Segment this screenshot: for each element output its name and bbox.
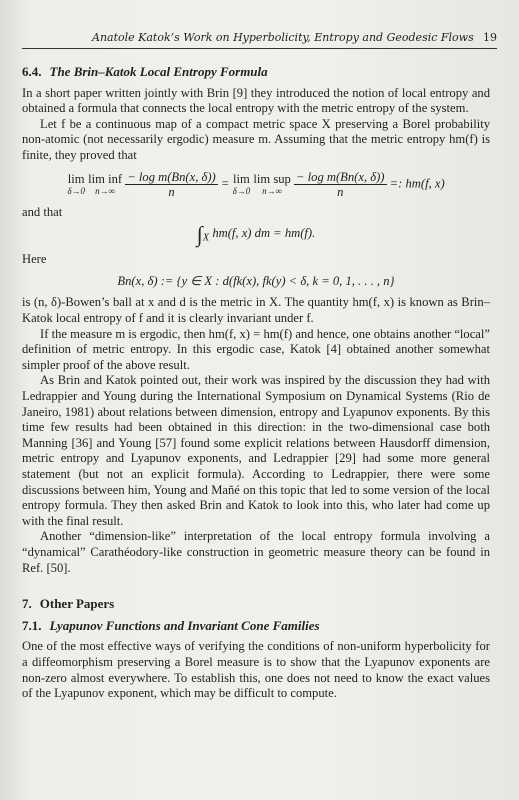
fraction-numerator: − log m(Bn(x, δ)) — [127, 169, 216, 184]
paragraph-5: As Brin and Katok pointed out, their work was inspired by the discussion they had with Ledrappier and Young during the International Symposium on Dynamical Systems (Rio de Janeiro, 1981) about relations between dimension, entropy and Lyapunov exponents. By this time few results had been obtained in this direction: in the two-dimensional case both Manning [36] and Young [57] found some explicit relations between Hausdorff dimension, metric entropy and Lyapunov exponents, and Ledrappier [29] had some more general statement (but not an explicit formula). According to Ledrappier, there were some discussions between him, Young and Mañé on this topic that led to some version of the local entropy formula. They then asked Brin and Katok to look into this, who later had come up with the final result. — [22, 373, 490, 528]
lim-op: lim — [233, 171, 250, 186]
liminf-sub: n→∞ — [95, 186, 116, 197]
section-title: The Brin–Katok Local Entropy Formula — [49, 64, 268, 79]
fraction-denominator: n — [337, 184, 344, 199]
paragraph-1: In a short paper written jointly with Brin [9] they introduced the notion of local entropy and obtained a formula that connects the local entropy with the metric entropy of the system. — [22, 85, 490, 116]
fraction-numerator: − log m(Bn(x, δ)) — [296, 169, 385, 184]
paragraph-4: If the measure m is ergodic, then hm(f, x) = hm(f) and hence, one obtains another “local” definition of metric entropy. In this ergodic case, Katok [4] obtained another somewhat simpler proof of the above result. — [22, 326, 490, 372]
lim-op: lim — [67, 171, 85, 186]
integral-sign: ∫ — [196, 221, 203, 247]
integral-body: hm(f, x) dm = hm(f). — [212, 226, 316, 241]
equation-integral — [22, 221, 490, 247]
equation-rhs: =: hm(f, x) — [389, 175, 445, 190]
paragraph-7: One of the most effective ways of verifying the conditions of non-uniform hyperbolicity for a diffeomorphism preserving a Borel measure is to show that the Lyapunov exponents are non-zero almost everywhere. To establish this, one does not need to know the exact values of the Lyapunov exponent, which may be difficult to compute. — [22, 639, 490, 701]
fraction-denominator: n — [168, 184, 175, 199]
page-content — [22, 64, 490, 702]
and-that-line: and that — [22, 204, 63, 219]
lim-sub: δ→0 — [232, 186, 251, 197]
section-number: 6.4. — [22, 64, 42, 79]
limsup-sub: n→∞ — [262, 186, 283, 197]
equals-sign: = — [220, 175, 230, 190]
liminf-op: lim inf — [88, 171, 123, 186]
lim-sub: δ→0 — [67, 186, 85, 197]
section-7-heading — [22, 596, 490, 612]
paragraph-2: Let f be a continuous map of a compact metric space X preserving a Borel probability non-atomic (not necessarily ergodic) measure m. Assuming that the metric entropy hm(f) is finite, they proved that — [22, 116, 490, 162]
section-7-1-heading — [22, 618, 490, 634]
paragraph-6: Another “dimension-like” interpretation of the local entropy formula involving a “dynamical” Carathéodory-like construction in geometric measure theory can be found in Ref. [50]. — [22, 529, 490, 575]
running-title: Anatole Katok’s Work on Hyperbolicity, Entropy and Geodesic Flows — [92, 31, 474, 44]
limsup-op: lim sup — [253, 171, 291, 186]
section-title: Other Papers — [39, 596, 115, 612]
equation-local-entropy — [22, 170, 490, 199]
section-6-4-heading — [22, 64, 490, 80]
running-header — [22, 28, 497, 49]
section-number: 7. — [22, 596, 32, 612]
here-line: Here — [22, 252, 47, 267]
paragraph-3: is (n, δ)-Bowen’s ball at x and d is the metric in X. The quantity hm(f, x) is known as Brin–Katok local entropy of f and it is clearly invariant under f. — [22, 295, 490, 326]
integral-subscript: X — [202, 232, 210, 244]
section-number: 7.1. — [22, 617, 42, 633]
equation-bowen-ball: Bn(x, δ) := {y ∈ X : d(fk(x), fk(y) < δ, k = 0, 1, . . . , n} — [117, 273, 395, 288]
section-title: Lyapunov Functions and Invariant Cone Families — [49, 617, 320, 633]
page-number: 19 — [483, 31, 497, 44]
